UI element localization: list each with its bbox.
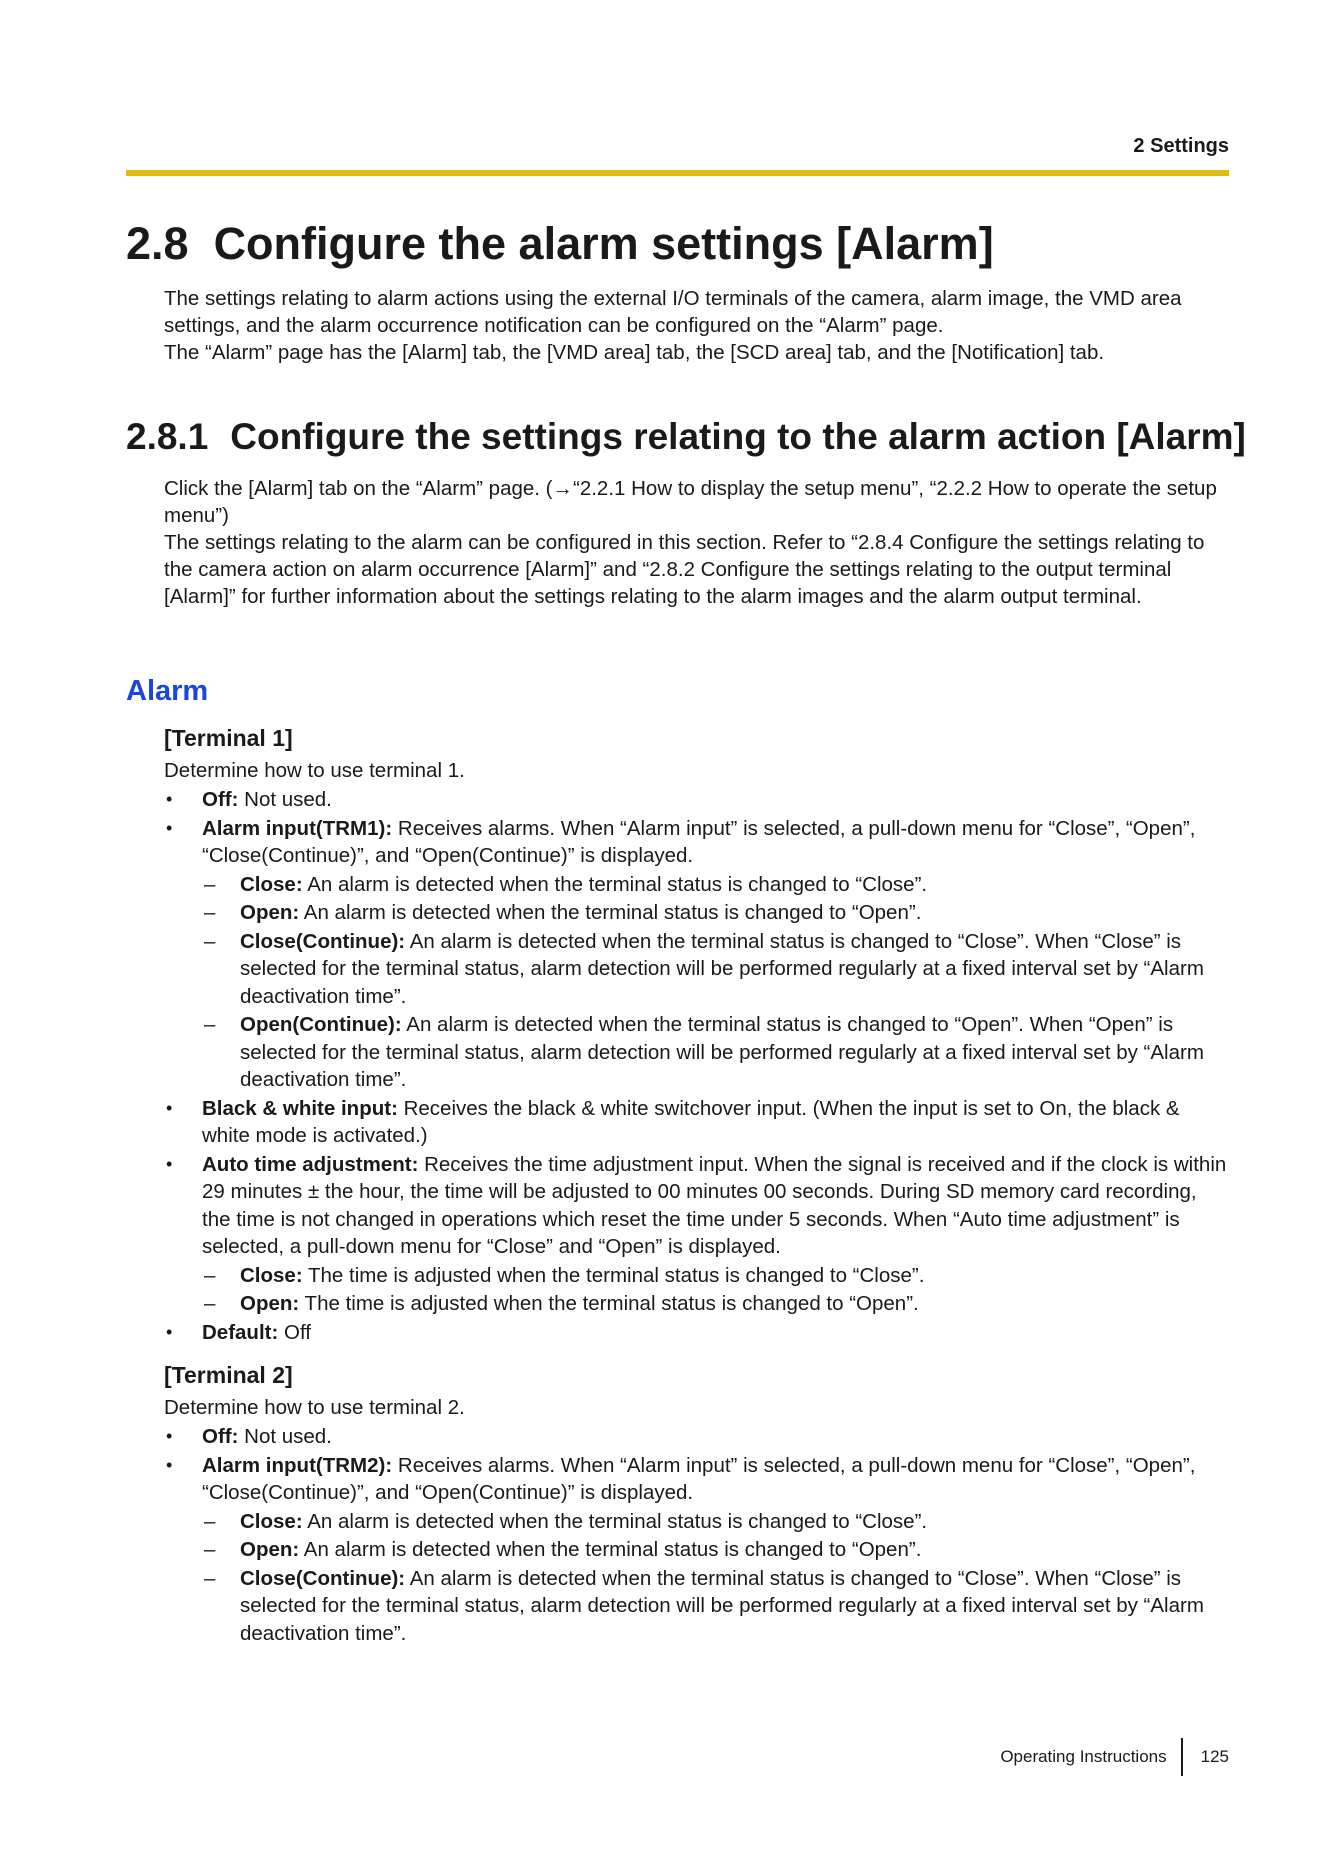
sub-list-item: – Close(Continue): An alarm is detected when the terminal status is changed to “Close”. When “Close” is selected for the terminal status, alarm detection will be performed regularly at a fixed interval set by “Alarm deactivation time”. [204,1566,1204,1645]
terminal-1-section [164,723,1230,1346]
terminal-1-title: [Terminal 1] [164,725,293,751]
sub-list-item: – Open: An alarm is detected when the terminal status is changed to “Open”. [202,1536,1230,1564]
list-item: • Auto time adjustment: Receives the time adjustment input. When the signal is received and if the clock is within 29 minutes ± the hour, the time will be adjusted to 00 minutes 00 seconds. During SD memory card recording, the time is not changed in operations which reset the time under 5 seconds. When “Auto time adjustment” is selected, a pull-down menu for “Close” and “Open” is displayed. – Close: The time is adjusted when the terminal status is changed to “Close”. – Open: The time is adjusted when the terminal status is changed to “Open”. [164,1151,1230,1318]
terminal-2-title: [Terminal 2] [164,1362,293,1388]
subsection-title: Configure the settings relating to the alarm action [Alarm] [230,416,1246,457]
subsection-intro-2: The settings relating to the alarm can be configured in this section. Refer to “2.8.4 Configure the settings relating to the camera action on alarm occurrence [Alarm]” and “2.8.2 Configure the settings relating to the output terminal [Alarm]” for further information about the settings relating to the alarm images and the alarm output terminal. [164,531,1205,608]
dash-icon: – [204,901,216,924]
sub-list [202,1508,1230,1648]
bullet-icon: • [166,789,173,809]
sub-list-item: – Open(Continue): An alarm is detected when the terminal status is changed to “Open”. When “Open” is selected for the terminal status, alarm detection will be performed regularly at a fixed interval set by “Alarm deactivation time”. [204,1013,1204,1091]
list-item: • Off: Not used. [164,1423,1230,1451]
subsection-heading [126,416,1246,458]
footer-divider [1181,1738,1183,1776]
terminal-2-section [164,1360,1230,1647]
sub-list-item: – Close: An alarm is detected when the terminal status is changed to “Close”. [202,1508,1230,1536]
subsection-intro-1: Click the [Alarm] tab on the “Alarm” page. (→“2.2.1 How to display the setup menu”, “2.2.2 How to operate the setup menu”) [164,477,1217,527]
alarm-heading: Alarm [126,675,209,707]
sub-list-item: – Close: The time is adjusted when the terminal status is changed to “Close”. [202,1262,1230,1290]
dash-icon: – [204,1013,216,1036]
bullet-icon: • [166,1153,173,1174]
bullet-icon: • [166,1321,173,1342]
header-rule [126,170,1229,176]
sub-list-item: – Close: An alarm is detected when the terminal status is changed to “Close”. [202,871,1230,899]
list-item: • Alarm input(TRM1): Receives alarms. When “Alarm input” is selected, a pull-down menu for “Close”, “Open”, “Close(Continue)”, and “Open(Continue)” is displayed. – Close: An alarm is detected when the terminal status is changed to “Close”. – Open: An alarm is detected when the terminal status is changed to “Open”. – Close(Continue): An alarm is detected when the terminal status is changed to “Close”. When “Close” is selected for the terminal status, alarm detection will be performed regularly at a fixed interval set by “Alarm deactivation time”. – Open(Continue): An alarm is detected when the terminal status is changed to “Open”. When “Open” is selected for the terminal status, alarm detection will be performed regularly at a fixed interval set by “Alarm deactivation time”. [164,815,1230,1094]
section-title: Configure the alarm settings [Alarm] [213,218,994,269]
terminal-1-options [164,786,1230,1346]
list-item: • Off: Not used. [164,786,1230,814]
sub-list-item: – Close(Continue): An alarm is detected when the terminal status is changed to “Close”. When “Close” is selected for the terminal status, alarm detection will be performed regularly at a fixed interval set by “Alarm deactivation time”. [204,929,1204,1008]
sub-list [202,871,1230,1094]
footer-doc-title: Operating Instructions [1000,1747,1167,1766]
sub-list-item: – Open: An alarm is detected when the terminal status is changed to “Open”. [202,899,1230,927]
bullet-icon: • [166,1426,173,1446]
terminal-1-desc: Determine how to use terminal 1. [164,759,465,782]
sub-list-item: – Open: The time is adjusted when the terminal status is changed to “Open”. [202,1290,1230,1318]
sub-list [202,1262,1230,1318]
dash-icon: – [204,1538,216,1561]
bullet-icon: • [166,817,173,838]
section-intro-2: The “Alarm” page has the [Alarm] tab, the [VMD area] tab, the [SCD area] tab, and the [Notification] tab. [164,341,1105,364]
section-heading [126,218,994,270]
terminal-2-desc: Determine how to use terminal 2. [164,1396,465,1419]
section-intro-1: The settings relating to alarm actions using the external I/O terminals of the camera, alarm image, the VMD area settings, and the alarm occurrence notification can be configured on the “Alarm” page. [164,287,1182,337]
terminal-2-options [164,1423,1230,1647]
list-item: • Default: Off [164,1319,1230,1347]
dash-icon: – [204,1263,216,1287]
subsection-number: 2.8.1 [126,416,209,457]
dash-icon: – [204,872,216,896]
dash-icon: – [204,1292,216,1315]
page-number: 125 [1200,1747,1229,1766]
bullet-icon: • [166,1097,173,1118]
dash-icon: – [204,1566,216,1590]
section-number: 2.8 [126,218,189,269]
dash-icon: – [204,1509,216,1533]
list-item: • Black & white input: Receives the black & white switchover input. (When the input is set to On, the black & white mode is activated.) [166,1096,1180,1147]
page-footer [1000,1738,1229,1776]
dash-icon: – [204,929,216,953]
list-item: • Alarm input(TRM2): Receives alarms. When “Alarm input” is selected, a pull-down menu for “Close”, “Open”, “Close(Continue)”, and “Open(Continue)” is displayed. – Close: An alarm is detected when the terminal status is changed to “Close”. – Open: An alarm is detected when the terminal status is changed to “Open”. – Close(Continue): An alarm is detected when the terminal status is changed to “Close”. When “Close” is selected for the terminal status, alarm detection will be performed regularly at a fixed interval set by “Alarm deactivation time”. [164,1452,1230,1648]
running-header: 2 Settings [1133,135,1229,157]
bullet-icon: • [166,1454,173,1475]
